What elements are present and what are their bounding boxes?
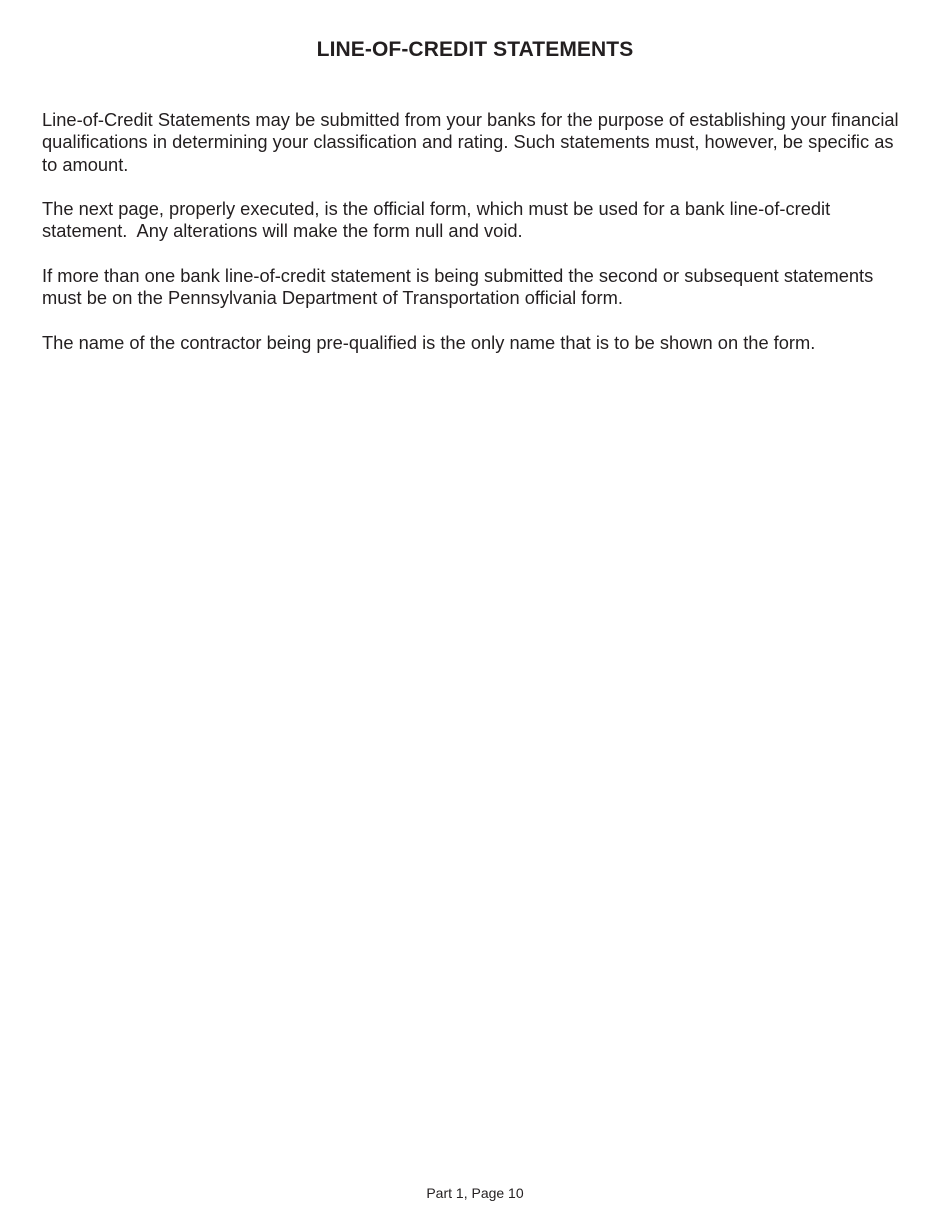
page-footer: Part 1, Page 10: [426, 1185, 524, 1201]
paragraph-official-form: The next page, properly executed, is the official form, which must be used for a bank line-of-credit statement. Any alterations will make the form null and void.: [42, 198, 836, 242]
paragraph-contractor-name: The name of the contractor being pre-qualified is the only name that is to be shown on the form.: [42, 331, 816, 353]
document-body: [42, 109, 912, 377]
paragraph-multiple-statements: If more than one bank line-of-credit statement is being submitted the second or subsequent statements must be on the Pennsylvania Department of Transportation official form.: [42, 265, 879, 309]
paragraph-submission-purpose: Line-of-Credit Statements may be submitted from your banks for the purpose of establishing your financial qualifications in determining your classification and rating. Such statements must, however, be specific as to amount.: [42, 109, 904, 175]
page-title: LINE-OF-CREDIT STATEMENTS: [316, 38, 634, 61]
